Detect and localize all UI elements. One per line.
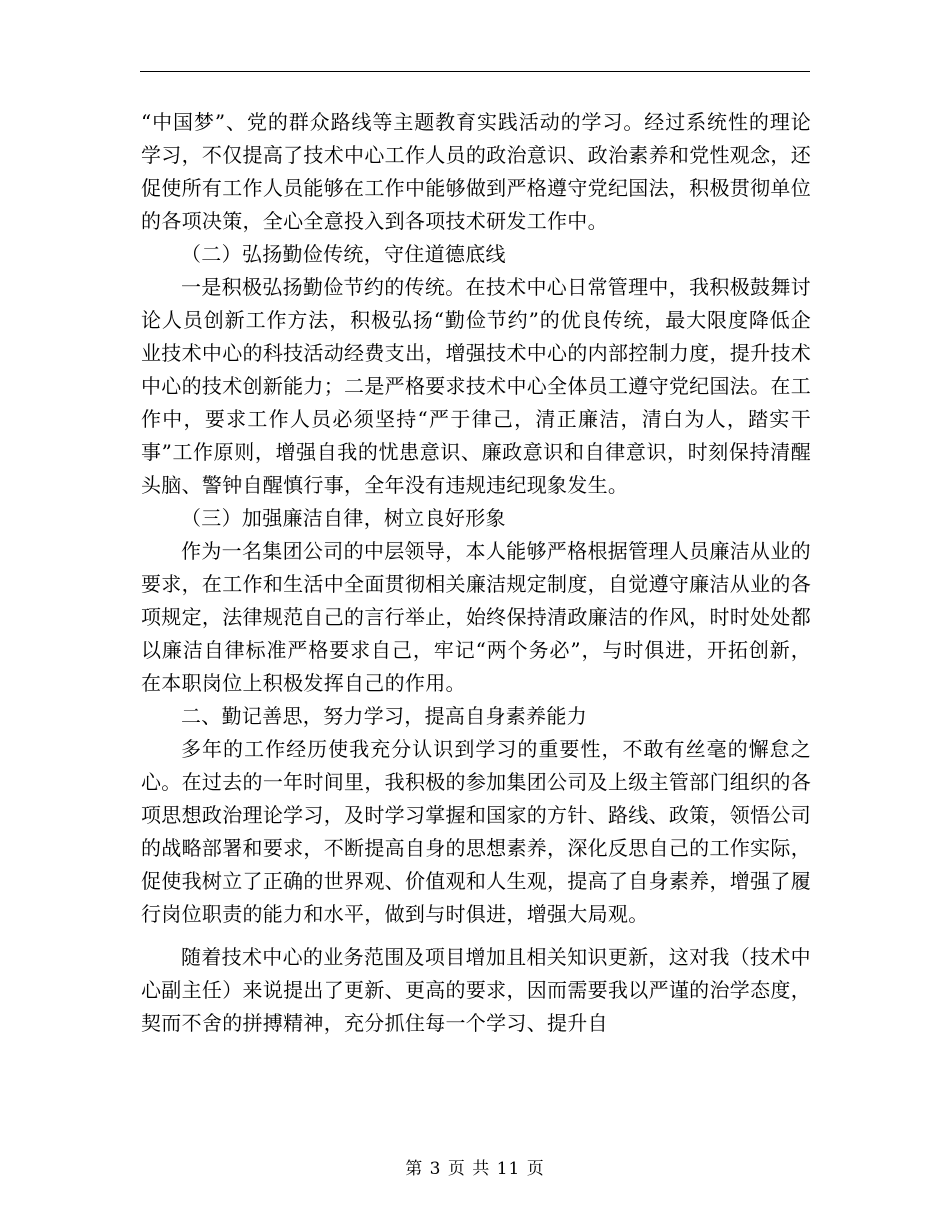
section-heading-learning: 二、勤记善思，努力学习，提高自身素养能力 (181, 704, 587, 728)
paragraph-learning: 多年的工作经历使我充分认识到学习的重要性，不敢有丝毫的懈怠之心。在过去的一年时间里，我积极的参加集团公司及上级主管部门组织的各项思想政治理论学习，及时学习掌握和国家的方针、路线、政策，领悟公司的战略部署和要求，不断提高自身的思想素养，深化反思自己的工作实际，促使我树立了正确的世界观、价值观和人生观，提高了自身素养，增强了履行岗位职责的能力和水平，做到与时俱进，增强大局观。 (141, 737, 811, 926)
paragraph-requirements: 随着技术中心的业务范围及项目增加且相关知识更新，这对我（技术中心副主任）来说提出了更新、更高的要求，因而需要我以严谨的治学态度，契而不舍的拼搏精神，充分抓住每一个学习、提升自 (141, 945, 811, 1035)
header-rule (140, 71, 810, 72)
page-number-footer: 第 3 页 共 11 页 (405, 1159, 545, 1179)
paragraph-thrift: 一是积极弘扬勤俭节约的传统。在技术中心日常管理中，我积极鼓舞讨论人员创新工作方法，积极弘扬“勤俭节约”的优良传统，最大限度降低企业技术中心的科技活动经费支出，增强技术中心的内部控制力度，提升技术中心的技术创新能力；二是严格要求技术中心全体员工遵守党纪国法。在工作中，要求工作人员必须坚持“严于律己，清正廉洁，清白为人，踏实干事”工作原则，增强自我的忧患意识、廉政意识和自律意识，时刻保持清醒头脑、警钟自醒慎行事，全年没有违规违纪现象发生。 (141, 275, 811, 497)
document-body (141, 106, 811, 1040)
section-heading-thrift: （二）弘扬勤俭传统，守住道德底线 (181, 242, 506, 266)
paragraph-integrity: 作为一名集团公司的中层领导，本人能够严格根据管理人员廉洁从业的要求，在工作和生活中全面贯彻相关廉洁规定制度，自觉遵守廉洁从业的各项规定，法律规范自己的言行举止，始终保持清政廉洁的作风，时时处处都以廉洁自律标准严格要求自己，牢记“两个务必”，与时俱进，开拓创新，在本职岗位上积极发挥自己的作用。 (141, 539, 811, 695)
paragraph-continuation: “中国梦”、党的群众路线等主题教育实践活动的学习。经过系统性的理论学习，不仅提高了技术中心工作人员的政治意识、政治素养和党性观念，还促使所有工作人员能够在工作中能够做到严格遵守党纪国法，积极贯彻单位的各项决策，全心全意投入到各项技术研发工作中。 (141, 110, 811, 233)
section-heading-integrity: （三）加强廉洁自律，树立良好形象 (181, 506, 506, 530)
